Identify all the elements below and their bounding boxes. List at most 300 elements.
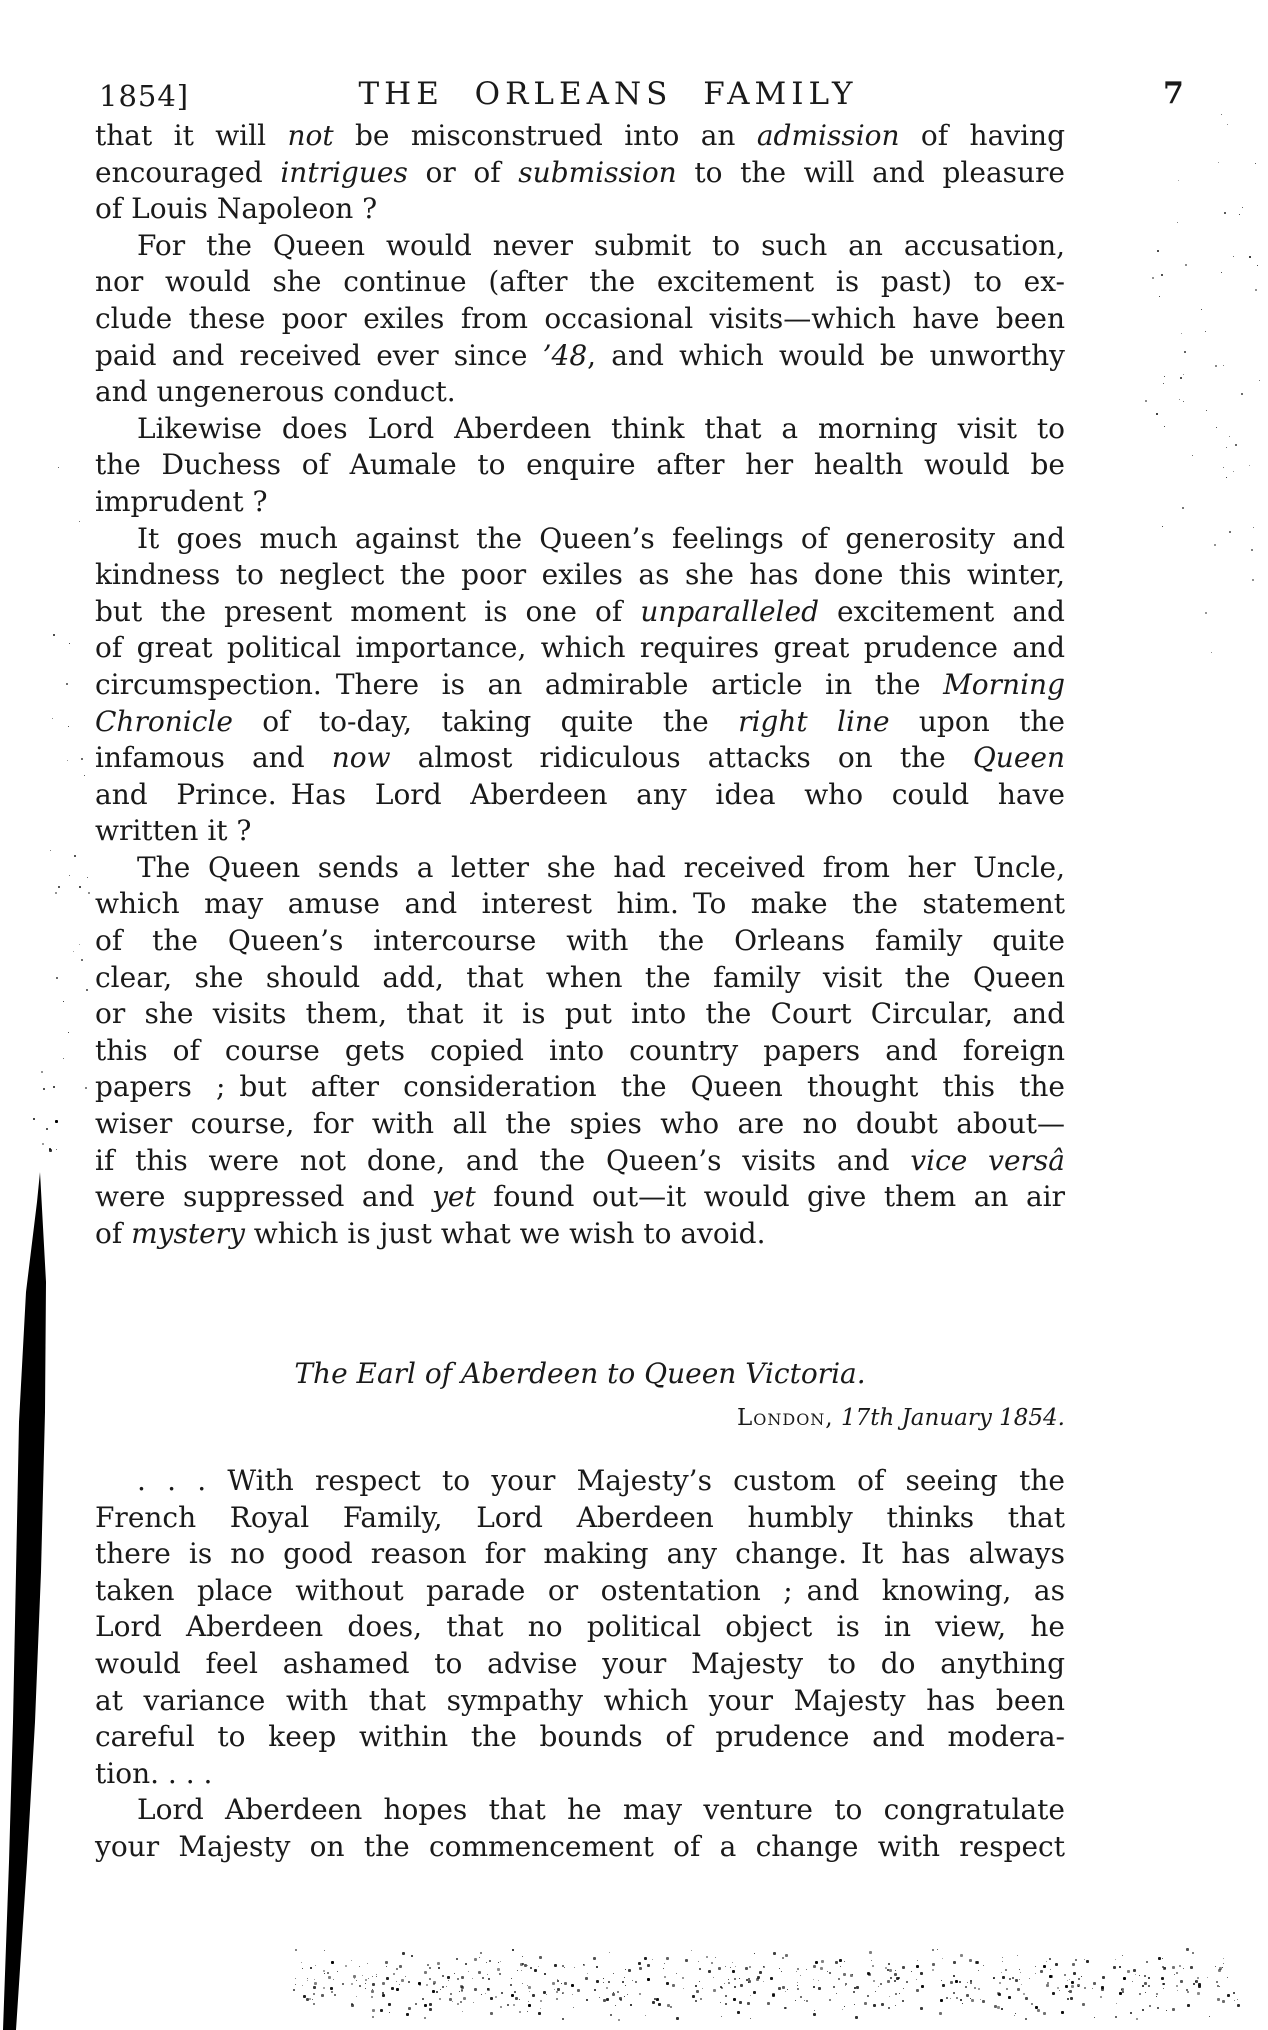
noise-dot xyxy=(1172,1966,1175,1969)
noise-dot xyxy=(1164,376,1165,377)
text-segment: of the Queen’s intercourse with the Orleans family quite xyxy=(95,924,1065,958)
noise-dot xyxy=(1050,1969,1051,1970)
noise-dot xyxy=(1156,1993,1158,1995)
noise-dot xyxy=(1257,265,1258,266)
noise-dot xyxy=(396,1981,397,1982)
noise-dot xyxy=(609,1952,610,1953)
noise-dot xyxy=(782,1957,784,1959)
text-segment: of Louis Napoleon ? xyxy=(95,192,378,226)
noise-dot xyxy=(1055,1963,1058,1966)
noise-dot xyxy=(41,1071,43,1073)
noise-dot xyxy=(733,1998,736,2001)
noise-dot xyxy=(962,2003,963,2004)
noise-dot xyxy=(418,1982,421,1985)
noise-dot xyxy=(310,1967,312,1969)
noise-dot xyxy=(1157,2007,1159,2009)
noise-dot xyxy=(630,2004,632,2006)
italic-text: now xyxy=(331,741,391,775)
noise-dot xyxy=(895,1970,896,1971)
noise-dot xyxy=(603,1978,604,1979)
noise-dot xyxy=(411,1955,413,1957)
noise-dot xyxy=(55,1120,58,1123)
text-line xyxy=(95,1500,1065,1537)
noise-dot xyxy=(427,1964,429,1966)
noise-dot xyxy=(382,1994,385,1997)
noise-dot xyxy=(1186,1948,1189,1951)
noise-dot xyxy=(999,1982,1001,1984)
noise-dot xyxy=(302,1968,303,1969)
italic-text: intrigues xyxy=(280,155,408,189)
noise-dot xyxy=(750,2018,751,2019)
noise-dot xyxy=(450,1993,452,1995)
noise-dot xyxy=(1166,2010,1167,2011)
noise-dot xyxy=(1162,526,1163,527)
noise-dot xyxy=(68,726,69,727)
noise-dot xyxy=(1156,1996,1157,1997)
text-segment: of xyxy=(95,1216,132,1250)
text-line xyxy=(95,1179,1065,1216)
noise-dot xyxy=(53,634,55,636)
text-segment: there is no good reason for making any change. It has always xyxy=(95,1537,1065,1571)
text-segment: of great political importance, which requires great prudence and xyxy=(95,631,1065,665)
noise-dot xyxy=(342,1983,344,1985)
noise-dot xyxy=(500,2006,502,2008)
noise-dot xyxy=(519,1999,520,2000)
noise-dot xyxy=(391,1987,394,1990)
noise-dot xyxy=(967,1982,968,1983)
noise-dot xyxy=(871,1960,872,1961)
text-line xyxy=(95,1033,1065,1070)
text-segment: your Majesty on the commencement of a change with respect xyxy=(95,1829,1065,1863)
noise-dot xyxy=(362,1975,363,1976)
noise-dot xyxy=(1242,207,1243,208)
noise-dot xyxy=(872,1965,874,1967)
noise-dot xyxy=(1249,465,1250,466)
noise-dot xyxy=(1101,1988,1104,1991)
noise-dot xyxy=(734,1978,736,1980)
noise-dot xyxy=(1072,1963,1075,1966)
text-segment: at variance with that sympathy which your Majesty has been xyxy=(95,1683,1065,1717)
noise-dot xyxy=(399,1984,400,1985)
noise-dot xyxy=(1015,1979,1018,1982)
noise-dot xyxy=(721,1987,723,1989)
italic-text: Morning xyxy=(943,667,1065,701)
noise-dot xyxy=(365,1983,366,1984)
noise-dot xyxy=(539,1956,542,1959)
italic-text: 17th January 1854. xyxy=(840,1405,1065,1431)
noise-dot xyxy=(376,1974,377,1975)
noise-dot xyxy=(1113,1966,1116,1969)
noise-dot xyxy=(867,1995,869,1997)
noise-dot xyxy=(739,2001,742,2004)
noise-dot xyxy=(314,1979,315,1980)
text-line xyxy=(95,667,1065,704)
noise-dot xyxy=(1073,1972,1076,1975)
noise-dot xyxy=(1179,399,1180,400)
noise-dot xyxy=(666,1957,669,1960)
noise-dot xyxy=(1221,114,1222,115)
noise-dot xyxy=(1002,1957,1003,1958)
noise-dot xyxy=(1197,1992,1200,1995)
text-segment: found out—it would give them an air xyxy=(475,1180,1065,1214)
noise-dot xyxy=(447,1976,450,1979)
noise-dot xyxy=(895,2005,896,2006)
noise-dot xyxy=(372,1983,375,1986)
italic-text: admission xyxy=(756,119,900,152)
noise-dot xyxy=(87,877,88,878)
noise-dot xyxy=(978,1970,979,1971)
noise-dot xyxy=(787,1989,788,1990)
noise-dot xyxy=(692,1995,695,1998)
noise-dot xyxy=(856,1986,859,1989)
noise-dot xyxy=(52,718,53,719)
noise-dot xyxy=(1122,1991,1124,1993)
noise-dot xyxy=(1223,365,1224,366)
noise-dot xyxy=(376,1976,377,1977)
noise-dot xyxy=(63,1001,64,1002)
italic-text: vice versâ xyxy=(910,1143,1065,1177)
noise-dot xyxy=(767,2002,770,2005)
noise-dot xyxy=(695,1985,697,1987)
noise-dot xyxy=(869,1951,872,1954)
noise-dot xyxy=(1197,1977,1199,1979)
document-body xyxy=(95,118,1065,1866)
noise-dot xyxy=(514,1991,516,1993)
noise-dot xyxy=(1049,1958,1051,1960)
noise-dot xyxy=(880,1983,882,1985)
text-segment: were suppressed and xyxy=(95,1180,433,1214)
noise-dot xyxy=(1047,1982,1049,1984)
noise-dot xyxy=(1123,1977,1126,1980)
noise-dot xyxy=(532,1994,535,1997)
noise-dot xyxy=(1046,1961,1047,1962)
noise-dot xyxy=(1192,455,1193,456)
noise-dot xyxy=(1025,1997,1028,2000)
noise-dot xyxy=(1002,1961,1003,1962)
noise-dot xyxy=(429,2008,432,2011)
noise-dot xyxy=(49,1149,52,1152)
noise-dot xyxy=(69,643,70,644)
noise-dot xyxy=(960,1999,962,2001)
noise-dot xyxy=(1139,1993,1141,1995)
noise-dot xyxy=(368,1978,369,1979)
noise-dot xyxy=(610,2014,612,2016)
noise-dot xyxy=(1259,380,1260,381)
noise-dot xyxy=(942,1984,945,1987)
noise-dot xyxy=(1205,612,1207,614)
text-segment: upon the xyxy=(889,704,1065,738)
text-segment: It goes much against the Queen’s feelings of generosity and xyxy=(137,521,1065,555)
noise-dot xyxy=(313,1986,316,1989)
noise-dot xyxy=(896,1977,899,1980)
noise-dot xyxy=(501,1992,503,1994)
text-line xyxy=(95,228,1065,265)
noise-dot xyxy=(1035,1973,1036,1974)
noise-dot xyxy=(295,1949,297,1951)
noise-dot xyxy=(1206,410,1207,411)
noise-dot xyxy=(1086,1960,1089,1963)
noise-dot xyxy=(937,1949,938,1950)
noise-dot xyxy=(517,1970,518,1971)
noise-dot xyxy=(1142,1985,1144,1987)
noise-dot xyxy=(685,1959,688,1962)
noise-dot xyxy=(763,1981,764,1982)
noise-dot xyxy=(1017,1988,1020,1991)
noise-dot xyxy=(622,1981,624,1983)
noise-dot xyxy=(1021,1984,1022,1985)
noise-dot xyxy=(1025,2018,1027,2020)
noise-dot xyxy=(596,1980,599,1983)
noise-dot xyxy=(562,1965,564,1967)
noise-dot xyxy=(942,1958,943,1959)
noise-dot xyxy=(359,1966,360,1967)
noise-dot xyxy=(442,1986,444,1988)
text-line xyxy=(95,1683,1065,1720)
noise-dot xyxy=(779,1968,780,1969)
noise-dot xyxy=(800,1975,801,1976)
noise-dot xyxy=(1229,531,1231,533)
noise-dot xyxy=(1043,2012,1046,2015)
noise-dot xyxy=(759,1971,762,1974)
noise-dot xyxy=(402,1952,405,1955)
text-segment: but the present moment is one of xyxy=(95,594,641,628)
noise-dot xyxy=(836,1993,837,1994)
noise-dot xyxy=(540,2008,541,2009)
noise-dot xyxy=(1249,256,1251,258)
noise-dot xyxy=(833,1986,835,1988)
text-segment: Lord Aberdeen hopes that he may venture to congratulate xyxy=(137,1793,1065,1827)
noise-dot xyxy=(1142,2009,1144,2011)
noise-dot xyxy=(56,1149,57,1150)
italic-text: Queen xyxy=(972,741,1065,775)
noise-dot xyxy=(522,1956,523,1957)
noise-dot xyxy=(50,850,51,851)
noise-dot xyxy=(840,1966,841,1967)
noise-dot xyxy=(478,1971,481,1974)
noise-dot xyxy=(1081,1976,1082,1977)
noise-dot xyxy=(507,2004,509,2006)
text-segment: or she visits them, that it is put into the Court Circular, and xyxy=(95,997,1065,1031)
noise-dot xyxy=(1065,1985,1068,1988)
text-line xyxy=(95,1792,1065,1829)
noise-dot xyxy=(572,1994,573,1995)
noise-dot xyxy=(540,2000,542,2002)
noise-dot xyxy=(855,2016,858,2019)
noise-dot xyxy=(806,2000,808,2002)
text-segment: this of course gets copied into country papers and foreign xyxy=(95,1033,1065,1067)
noise-dot xyxy=(1071,1985,1074,1988)
text-line xyxy=(95,1216,1065,1253)
paragraph xyxy=(95,1463,1065,1792)
text-segment: taken place without parade or ostentation ; and knowing, as xyxy=(95,1573,1065,1607)
noise-dot xyxy=(1163,1967,1166,1970)
text-segment: written it ? xyxy=(95,814,252,848)
noise-dot xyxy=(564,1982,567,1985)
text-segment: papers ; but after consideration the Queen thought this the xyxy=(95,1070,1065,1104)
noise-dot xyxy=(1057,1987,1059,1989)
text-segment: circumspection. There is an admirable article in the xyxy=(95,667,944,701)
noise-dot xyxy=(843,1973,846,1976)
noise-dot xyxy=(838,1978,840,1980)
noise-dot xyxy=(84,775,85,776)
noise-dot xyxy=(970,1982,972,1984)
noise-dot xyxy=(457,2003,459,2005)
noise-dot xyxy=(920,2007,923,2010)
noise-dot xyxy=(1183,1968,1184,1969)
text-segment: which is just what we wish to avoid. xyxy=(244,1216,766,1250)
noise-dot xyxy=(682,1977,684,1979)
noise-dot xyxy=(1233,1992,1235,1994)
noise-dot xyxy=(1176,1972,1178,1974)
noise-dot xyxy=(432,1990,435,1993)
noise-dot xyxy=(1059,1990,1060,1991)
text-segment: that it will xyxy=(95,119,288,152)
noise-dot xyxy=(465,1963,467,1965)
noise-dot xyxy=(647,1978,650,1981)
noise-dot xyxy=(725,2003,727,2005)
noise-dot xyxy=(652,2001,655,2004)
noise-dot xyxy=(511,1994,514,1997)
noise-dot xyxy=(720,2002,721,2003)
noise-dot xyxy=(814,2010,815,2011)
text-line xyxy=(95,1646,1065,1683)
noise-dot xyxy=(405,1976,406,1977)
noise-dot xyxy=(429,1978,431,1980)
noise-dot xyxy=(747,2002,750,2005)
noise-dot xyxy=(757,1976,760,1979)
noise-dot xyxy=(1178,180,1179,181)
noise-dot xyxy=(1078,1978,1080,1980)
text-segment: almost ridiculous attacks on the xyxy=(390,741,973,775)
text-segment: For the Queen would never submit to such an accusation, xyxy=(137,228,1065,262)
text-segment: clear, she should add, that when the family visit the Queen xyxy=(95,960,1065,994)
noise-dot xyxy=(875,1991,876,1992)
noise-dot xyxy=(620,1999,622,2001)
noise-dot xyxy=(997,1992,1000,1995)
noise-dot xyxy=(1019,1979,1020,1980)
noise-dot xyxy=(966,1994,969,1997)
noise-dot xyxy=(1164,426,1165,427)
noise-dot xyxy=(1252,579,1254,581)
noise-dot xyxy=(534,1969,537,1972)
noise-dot xyxy=(699,1981,700,1982)
noise-dot xyxy=(295,1984,296,1985)
text-segment: the Duchess of Aumale to enquire after her health would be xyxy=(95,448,1065,482)
noise-dot xyxy=(1043,1965,1046,1968)
noise-dot xyxy=(510,1984,512,1986)
noise-dot xyxy=(429,2003,432,2006)
noise-dot xyxy=(527,2011,528,2012)
noise-dot xyxy=(321,1994,324,1997)
noise-dot xyxy=(982,2000,985,2003)
noise-dot xyxy=(1023,1993,1025,1995)
noise-dot xyxy=(980,1999,981,2000)
noise-dot xyxy=(422,1998,424,2000)
noise-dot xyxy=(1006,1988,1008,1990)
noise-dot xyxy=(1222,1967,1223,1968)
noise-dot xyxy=(74,855,76,857)
noise-dot xyxy=(1092,1988,1093,1989)
text-segment: be misconstrued into an xyxy=(333,119,757,152)
noise-dot xyxy=(797,1988,799,1990)
noise-dot xyxy=(1130,2012,1132,2014)
noise-dot xyxy=(835,1961,838,1964)
noise-dot xyxy=(356,1980,357,1981)
noise-dot xyxy=(386,1977,389,1980)
noise-dot xyxy=(888,1963,890,1965)
noise-dot xyxy=(763,1966,765,1968)
noise-dot xyxy=(1008,1996,1011,1999)
text-segment: Likewise does Lord Aberdeen think that a morning visit to xyxy=(137,411,1065,445)
noise-dot xyxy=(1002,1976,1005,1979)
noise-dot xyxy=(695,2000,697,2002)
noise-dot xyxy=(396,1988,399,1991)
text-line xyxy=(95,960,1065,997)
noise-dot xyxy=(86,989,88,991)
text-line xyxy=(95,411,1065,448)
noise-dot xyxy=(749,1966,751,1968)
noise-dot xyxy=(42,1143,44,1145)
text-segment: infamous and xyxy=(95,741,332,775)
text-line xyxy=(95,1106,1065,1143)
noise-dot xyxy=(844,2006,845,2007)
text-line xyxy=(95,191,1065,228)
noise-dot xyxy=(615,2005,616,2006)
noise-dot xyxy=(324,1950,325,1951)
noise-dot xyxy=(635,1981,637,1983)
noise-dot xyxy=(512,1949,514,1951)
noise-dot xyxy=(424,1971,427,1974)
noise-dot xyxy=(652,1959,653,1960)
text-segment: clude these poor exiles from occasional visits—which have been xyxy=(95,301,1065,335)
noise-dot xyxy=(818,1980,819,1981)
noise-dot xyxy=(976,1961,979,1964)
noise-dot xyxy=(969,1959,972,1962)
noise-dot xyxy=(1093,1982,1096,1985)
text-line xyxy=(95,557,1065,594)
noise-dot xyxy=(1031,2003,1033,2005)
noise-dot xyxy=(821,1960,824,1963)
noise-dot xyxy=(796,1971,797,1972)
noise-dot xyxy=(899,1993,900,1994)
noise-dot xyxy=(1149,2005,1151,2007)
noise-dot xyxy=(307,1978,308,1979)
noise-dot xyxy=(1174,1974,1175,1975)
noise-dot xyxy=(406,2013,409,2016)
noise-dot xyxy=(498,1962,499,1963)
noise-dot xyxy=(530,1967,532,1969)
noise-dot xyxy=(842,2009,843,2010)
noise-dot xyxy=(586,1999,588,2001)
noise-dot xyxy=(1061,2011,1064,2014)
noise-dot xyxy=(58,467,59,468)
noise-dot xyxy=(1209,2016,1210,2017)
italic-text: Chronicle xyxy=(95,704,233,738)
noise-dot xyxy=(1193,1983,1195,1985)
noise-dot xyxy=(721,2016,722,2017)
noise-dot xyxy=(894,1980,896,1982)
text-line xyxy=(95,1609,1065,1646)
noise-dot xyxy=(58,886,60,888)
noise-dot xyxy=(500,1961,501,1962)
noise-dot xyxy=(735,1966,736,1967)
noise-dot xyxy=(448,1980,449,1981)
noise-dot xyxy=(1102,1976,1105,1979)
text-segment: tion. . . . xyxy=(95,1756,213,1790)
noise-dot xyxy=(564,1967,565,1968)
noise-dot xyxy=(33,1118,35,1120)
text-line xyxy=(95,777,1065,814)
